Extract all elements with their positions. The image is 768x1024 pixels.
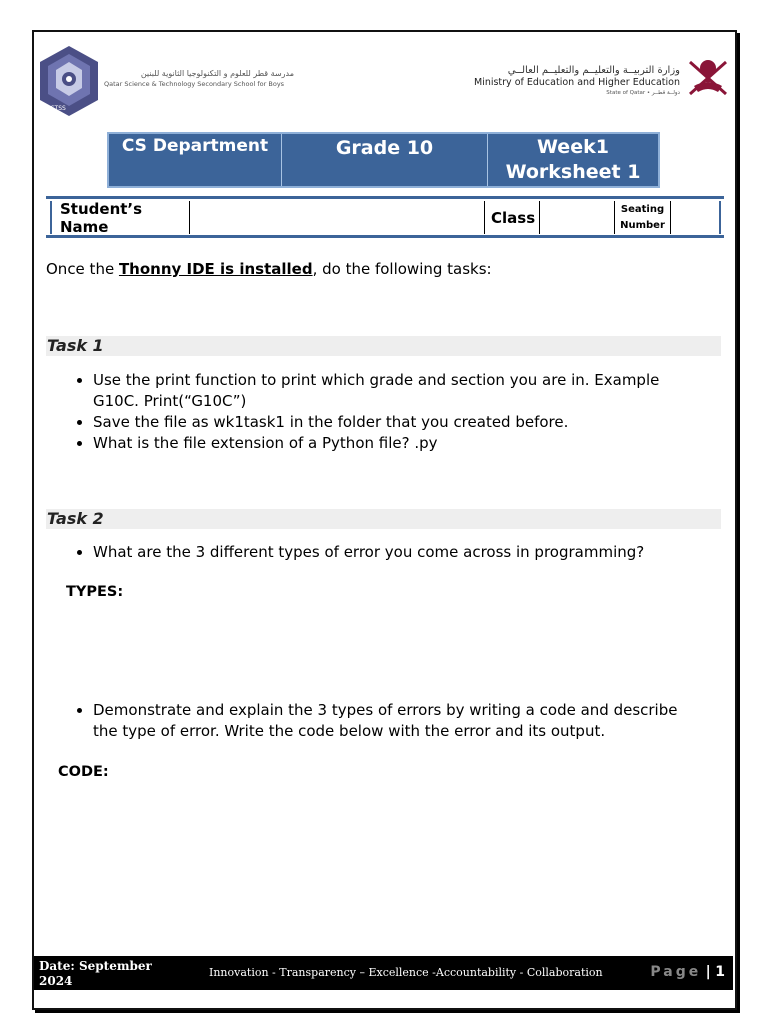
class-field[interactable] [540,201,615,234]
footer-date-line1: Date: September [39,959,152,973]
student-name-field[interactable] [190,201,485,234]
worksheet-cell [488,134,658,186]
school-logo-text: QSTSS [46,105,66,112]
qatar-emblem-icon [684,52,732,100]
week-label: Week1 [537,136,609,158]
footer-values: Innovation - Transparency – Excellence -Accountability - Collaboration [209,966,603,979]
page-separator: | [705,964,711,980]
intro-text [46,260,492,278]
task2-list-2 [46,700,693,742]
list-item: • Demonstrate and explain the 3 types of errors by writing a code and describe the type of error. Write the code below with the error and its output. [93,700,693,742]
ministry-state: State of Qatar • دولــة قطــر [606,90,680,96]
footer-date-line2: 2024 [39,974,73,988]
school-name-en: Qatar Science & Technology Secondary School for Boys [104,80,285,88]
student-info-row [50,201,721,234]
footer-date [39,959,152,989]
types-label: TYPES: [66,584,124,600]
student-name-label: Student’s Name [52,201,190,234]
code-label: CODE: [58,764,109,780]
department-cell: CS Department [109,134,282,186]
seating-label-line1: Seating [620,203,665,215]
school-name-block [104,68,294,89]
worksheet-label: Worksheet 1 [505,161,641,183]
ministry-block [470,64,680,98]
intro-underlined: Thonny IDE is installed [118,260,313,278]
grade-cell: Grade 10 [282,134,488,186]
seating-number-field[interactable] [671,201,719,234]
ministry-name-ar: وزارة التربيــة والتعليــم والتعليــم العالــي [507,65,680,76]
task1-list [46,370,693,454]
intro-before: Once the [46,260,119,278]
seating-number-label [615,201,671,234]
task2-list-1 [46,542,693,563]
list-item: • What are the 3 different types of error you come across in programming? [93,542,693,563]
list-item: • Save the file as wk1task1 in the folder that you created before. [93,412,693,433]
list-item: • What is the file extension of a Python file? .py [93,433,693,454]
list-item: • Use the print function to print which grade and section you are in. Example G10C. Print(“G10C”) [93,370,693,412]
title-banner [107,132,660,188]
task1-heading: Task 1 [46,336,721,356]
school-logo-icon [38,44,100,118]
ministry-name-en: Ministry of Education and Higher Education [473,77,680,88]
school-name-ar: مدرسة قطر للعلوم و التكنولوجيا الثانوية للبنين [140,69,294,78]
page-number: 1 [715,964,725,980]
class-label: Class [485,201,540,234]
page-word: Page [650,964,702,980]
intro-after: , do the following tasks: [312,260,492,278]
footer-page-number [650,964,725,980]
seating-label-line2: Number [620,219,665,231]
page-footer [34,956,733,990]
task2-heading: Task 2 [46,509,721,529]
